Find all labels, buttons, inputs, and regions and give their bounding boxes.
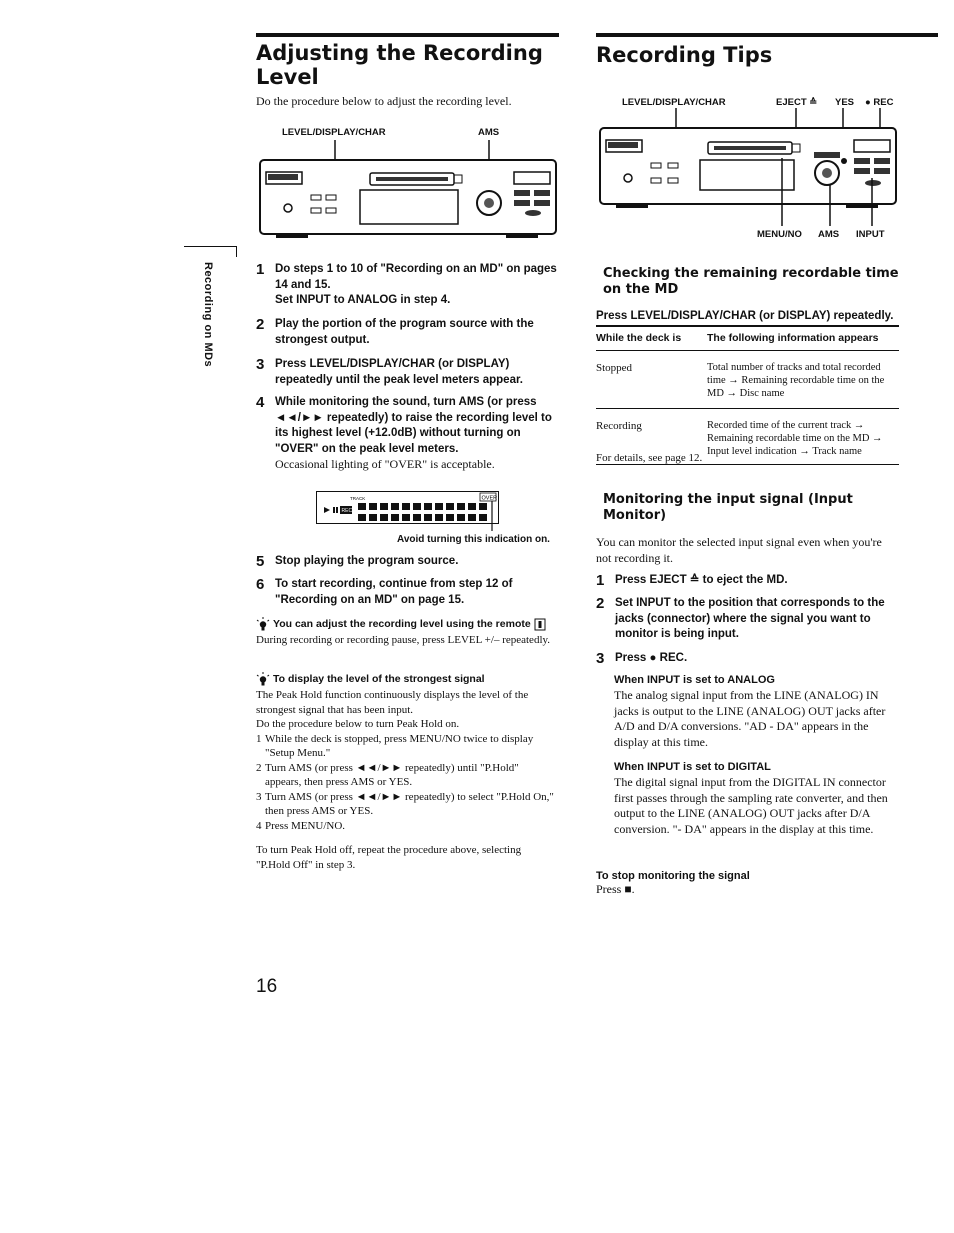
tip-peak-footer: To turn Peak Hold off, repeat the procedure above, selecting "P.Hold Off" in step 3.	[256, 844, 522, 871]
side-tab-label: Recording on MDs	[202, 262, 214, 368]
left-step-6	[256, 577, 560, 608]
tip-remote-title: You can adjust the recording level using the remote	[273, 618, 531, 630]
table-cell: Stopped	[596, 362, 633, 374]
step-number: 3	[256, 356, 265, 373]
item-number: 1	[256, 732, 262, 745]
tip-peak-body1: The Peak Hold function continuously displays the level of the strongest signal that has been input.	[256, 689, 529, 716]
deck-illustration-left	[256, 140, 560, 242]
meter-over-text: OVER	[481, 495, 498, 502]
step-text: To start recording, continue from step 12 of "Recording on an MD" on page 15.	[275, 578, 513, 606]
stop-body: Press ■.	[596, 882, 635, 896]
left-step-2	[256, 317, 560, 348]
step-text-2: Set INPUT to ANALOG in step 4.	[275, 294, 451, 306]
item-text: Turn AMS (or press ◄◄/►► repeatedly) until "P.Hold" appears, then press AMS or YES.	[265, 761, 519, 788]
step-number: 1	[596, 572, 605, 589]
item-number: 4	[256, 819, 262, 832]
tip-peak-hold	[256, 672, 556, 872]
fig-left-label-level: LEVEL/DISPLAY/CHAR	[282, 127, 386, 138]
item-text: While the deck is stopped, press MENU/NO twice to display "Setup Menu."	[265, 732, 534, 759]
step-number: 5	[256, 553, 265, 570]
meter-segment	[479, 514, 487, 521]
tip-peak-body2: Do the procedure below to turn Peak Hold on.	[256, 718, 460, 730]
tip-remote-body: During recording or recording pause, press LEVEL +/– repeatedly.	[256, 634, 551, 646]
tip-peak-item-1	[256, 732, 556, 761]
meter-segment	[402, 503, 410, 510]
digital-title: When INPUT is set to DIGITAL	[614, 761, 771, 773]
table-cell: Recording	[596, 420, 642, 432]
step-text: While monitoring the sound, turn AMS (or press ◄◄/►► repeatedly) to raise the recording level to its highest level (+12.0dB) without turning on "OVER" on the peak level meters.	[275, 396, 552, 455]
fig-right-label-input: INPUT	[856, 229, 885, 240]
fig-right-label-yes: YES	[835, 97, 855, 108]
meter-segment	[424, 503, 432, 510]
meter-segment	[446, 514, 454, 521]
meter-segment	[424, 514, 432, 521]
meter-segment	[369, 514, 377, 521]
fig-left-label-ams: AMS	[478, 127, 500, 138]
left-step-1	[256, 262, 560, 309]
meter-segment	[413, 514, 421, 521]
info-table	[596, 325, 899, 465]
meter-segment	[380, 514, 388, 521]
left-step-4	[256, 395, 560, 473]
stop-title: To stop monitoring the signal	[596, 870, 750, 882]
section-monitoring-intro: You can monitor the selected input signal even when you're not recording it.	[596, 535, 882, 565]
right-title: Recording Tips	[596, 43, 773, 67]
step-text: Set INPUT to the position that corresponds to the jacks (connector) where the signal you want to monitor is being input.	[615, 597, 885, 640]
right-step-1	[596, 573, 896, 589]
table-header-row	[596, 326, 899, 351]
meter-segment	[358, 514, 366, 521]
right-step-2	[596, 596, 896, 643]
step-text: Play the portion of the program source with the strongest output.	[275, 318, 534, 346]
lightbulb-icon	[256, 672, 270, 686]
fig-right-label-rec: ● REC	[865, 97, 894, 108]
fig-right-label-menu: MENU/NO	[757, 229, 802, 240]
section-remaining-time-title: Checking the remaining recordable time on the MD	[603, 266, 899, 297]
digital-block	[614, 761, 898, 837]
step-text: Do steps 1 to 10 of "Recording on an MD" on pages 14 and 15.	[275, 263, 557, 291]
step-text: Press LEVEL/DISPLAY/CHAR (or DISPLAY) repeatedly until the peak level meters appear.	[275, 358, 523, 386]
item-number: 3	[256, 790, 262, 803]
analog-body: The analog signal input from the LINE (ANALOG) IN jacks is output to the LINE (ANALOG) OUT jacks after A/D and D/A conversions. "AD - DA" appears in the display at this time.	[614, 688, 886, 749]
tip-peak-item-2	[256, 761, 556, 790]
left-step-3	[256, 357, 560, 388]
lightbulb-icon	[256, 617, 270, 631]
left-title-rule	[256, 33, 559, 37]
step-number: 2	[256, 316, 265, 333]
meter-track-text: TRACK	[350, 496, 366, 501]
table-header: The following information appears	[707, 332, 879, 344]
meter-segment	[468, 514, 476, 521]
step-number: 4	[256, 394, 265, 411]
meter-segment	[468, 503, 476, 510]
meter-segment	[391, 514, 399, 521]
meter-segment	[413, 503, 421, 510]
table-row	[596, 351, 899, 409]
meter-segment	[402, 514, 410, 521]
right-title-rule	[596, 33, 938, 37]
step-number: 3	[596, 650, 605, 667]
tip-peak-item-4	[256, 819, 556, 834]
meter-segment	[380, 503, 388, 510]
left-step-5	[256, 554, 560, 570]
step-text: Stop playing the program source.	[275, 555, 459, 567]
tip-peak-item-3	[256, 790, 556, 819]
step-number: 2	[596, 595, 605, 612]
side-tab-bar	[184, 246, 237, 257]
left-title: Adjusting the Recording Level	[256, 41, 543, 89]
section-monitoring-title: Monitoring the input signal (Input Monitor)	[603, 492, 853, 523]
table-cell: Total number of tracks and total recorded time → Remaining recordable time on the MD → Disc name	[707, 362, 885, 399]
meter-caption: Avoid turning this indication on.	[397, 534, 550, 545]
fig-right-label-level: LEVEL/DISPLAY/CHAR	[622, 97, 726, 108]
analog-block	[614, 674, 898, 750]
peak-level-meter	[316, 491, 502, 531]
step-note: Occasional lighting of "OVER" is acceptable.	[275, 457, 495, 471]
stop-block	[596, 870, 750, 898]
fig-right-label-eject: EJECT ≙	[776, 97, 818, 108]
right-step-3	[596, 651, 896, 667]
table-header: While the deck is	[596, 332, 682, 344]
meter-segment	[358, 503, 366, 510]
item-number: 2	[256, 761, 262, 774]
item-text: Turn AMS (or press ◄◄/►► repeatedly) to select "P.Hold On," then press AMS or YES.	[265, 790, 554, 817]
meter-segment	[435, 514, 443, 521]
page-number: 16	[256, 976, 278, 997]
analog-title: When INPUT is set to ANALOG	[614, 674, 775, 686]
meter-segment	[457, 514, 465, 521]
step-number: 6	[256, 576, 265, 593]
meter-segment	[435, 503, 443, 510]
deck-illustration-right	[596, 108, 900, 228]
meter-segment	[391, 503, 399, 510]
remote-icon	[534, 618, 546, 631]
item-text: Press MENU/NO.	[265, 819, 346, 832]
tip-remote	[256, 617, 556, 648]
step-text: Press EJECT ≙ to eject the MD.	[615, 574, 788, 586]
meter-segment	[446, 503, 454, 510]
table-cell: Recorded time of the current track → Remaining recordable time on the MD → Input level indication → Track name	[707, 420, 883, 457]
section-remaining-time-instruction: Press LEVEL/DISPLAY/CHAR (or DISPLAY) repeatedly.	[596, 310, 894, 322]
fig-right-label-ams: AMS	[818, 229, 840, 240]
details-reference: For details, see page 12.	[596, 452, 703, 464]
meter-segment	[369, 503, 377, 510]
meter-rec-text: REC	[341, 508, 353, 514]
digital-body: The digital signal input from the DIGITAL IN connector first passes through the sampling rate converter, and then output to the LINE (ANALOG) OUT jacks after D/A conversion. "- DA" appears in the display at this time.	[614, 775, 888, 836]
step-text: Press ● REC.	[615, 652, 688, 664]
meter-segment	[457, 503, 465, 510]
meter-segment	[479, 503, 487, 510]
step-number: 1	[256, 261, 265, 278]
left-intro: Do the procedure below to adjust the recording level.	[256, 94, 512, 108]
tip-peak-title: To display the level of the strongest signal	[273, 673, 485, 685]
